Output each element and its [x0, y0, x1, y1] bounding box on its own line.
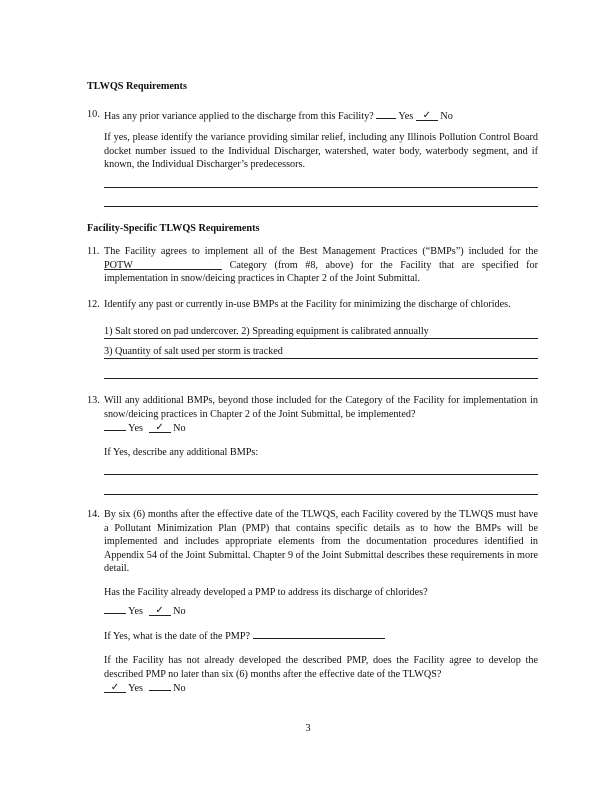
q10-followup: If yes, please identify the variance providing similar relief, including any Illinois Pollution Control Board docket number issued to the Individual Discharger, watershed, water body, waterbody segment, and if known, the Individual Discharger’s predecessors.: [104, 132, 538, 171]
q14-pmp-date-field[interactable]: [253, 628, 385, 639]
q12-answer-line-1[interactable]: 1) Salt stored on pad undercover. 2) Spreading equipment is calibrated annually: [104, 326, 538, 339]
q14-sub3-no-blank[interactable]: [149, 680, 171, 691]
q10-answer-line-2[interactable]: [104, 206, 538, 207]
q12-number: 12.: [87, 299, 100, 310]
section-heading-facility: Facility-Specific TLWQS Requirements: [87, 223, 260, 234]
q14-sub1-no-mark: ✓: [155, 605, 164, 616]
q10-no-blank[interactable]: [416, 110, 438, 121]
q10-answer-line-1[interactable]: [104, 187, 538, 188]
q13-no-label: No: [173, 423, 186, 434]
q10-yes-blank[interactable]: [376, 108, 396, 119]
q12-question: Identify any past or currently in-use BMPs at the Facility for minimizing the discharge of chlorides.: [104, 299, 511, 310]
q13-question: Will any additional BMPs, beyond those included for the Category of the Facility for implementation in snow/deicing practices in Chapter 2 of the Joint Submittal, be implemented?: [104, 395, 538, 420]
q13-followup: If Yes, describe any additional BMPs:: [104, 447, 259, 458]
q13-no-blank[interactable]: [149, 422, 171, 433]
section-heading-tlwqs: TLWQS Requirements: [87, 81, 187, 92]
q13-answer-line-2[interactable]: [104, 494, 538, 495]
q14-sub1-yes-label: Yes: [128, 606, 143, 617]
q12-answer-line-2[interactable]: 3) Quantity of salt used per storm is tracked: [104, 346, 538, 359]
q10-question: Has any prior variance applied to the discharge from this Facility?: [104, 111, 374, 122]
q14-number: 14.: [87, 509, 100, 520]
q14-sub1-question: Has the Facility already developed a PMP to address its discharge of chlorides?: [104, 587, 428, 598]
q14-sub1-yes-blank[interactable]: [104, 603, 126, 614]
q13-yes-blank[interactable]: [104, 420, 126, 431]
q10-row: [104, 108, 453, 124]
q10-yes-label: Yes: [398, 111, 414, 122]
q14-sub1-answer-row: [104, 603, 186, 619]
q14-text: By six (6) months after the effective date of the TLWQS, each Facility covered by the TLWQS must have a Pollutant Minimization Plan (PMP) that contains specific details as to how the BMPs will be implemented and includes appropriate elements from the documentation procedures identified in Appendix 54 of the Joint Submittal. Chapter 9 of the Joint Submittal describes these requirements in more detail.: [104, 509, 538, 575]
q14-sub3-yes-mark: ✓: [110, 682, 120, 693]
q11-number: 11.: [87, 246, 100, 257]
q13-yes-label: Yes: [128, 423, 143, 434]
q14-sub3-yes-label: Yes: [128, 683, 143, 694]
q11-text-before: The Facility agrees to implement all of the Best Management Practices (“BMPs”) included for the: [104, 246, 538, 257]
q12-answer-line-3[interactable]: [104, 378, 538, 379]
q14-sub3-answer-row: [104, 680, 186, 696]
q13-answer-row: [104, 420, 186, 436]
q14-sub2-question: If Yes, what is the date of the PMP?: [104, 631, 251, 642]
q13-no-mark: ✓: [155, 422, 164, 433]
q14-sub3-question: If the Facility has not already developed the described PMP, does the Facility agree to develop the described PMP no later than six (6) months after the effective date of the TLWQS?: [104, 655, 538, 680]
q14-sub1-no-blank[interactable]: [149, 605, 171, 616]
q10-number: 10.: [87, 109, 100, 120]
q13-answer-line-1[interactable]: [104, 474, 538, 475]
q14-sub3-yes-blank[interactable]: [104, 682, 126, 693]
q10-no-mark: ✓: [422, 110, 431, 121]
q11-text-after: Category (from #8, above) for the Facility that are specified for implementation in snow/deicing practices in Chapter 2 of the Joint Submittal.: [104, 259, 538, 285]
q11-category-blank[interactable]: [104, 259, 222, 270]
q14-sub3-no-label: No: [173, 683, 186, 694]
q13-number: 13.: [87, 395, 100, 406]
q14-sub2-row: [104, 628, 385, 644]
q10-no-label: No: [440, 111, 453, 122]
q11-text: [104, 245, 538, 286]
page-number: 3: [305, 723, 311, 734]
q11-category-value: POTW: [104, 259, 133, 271]
q14-sub1-no-label: No: [173, 606, 186, 617]
